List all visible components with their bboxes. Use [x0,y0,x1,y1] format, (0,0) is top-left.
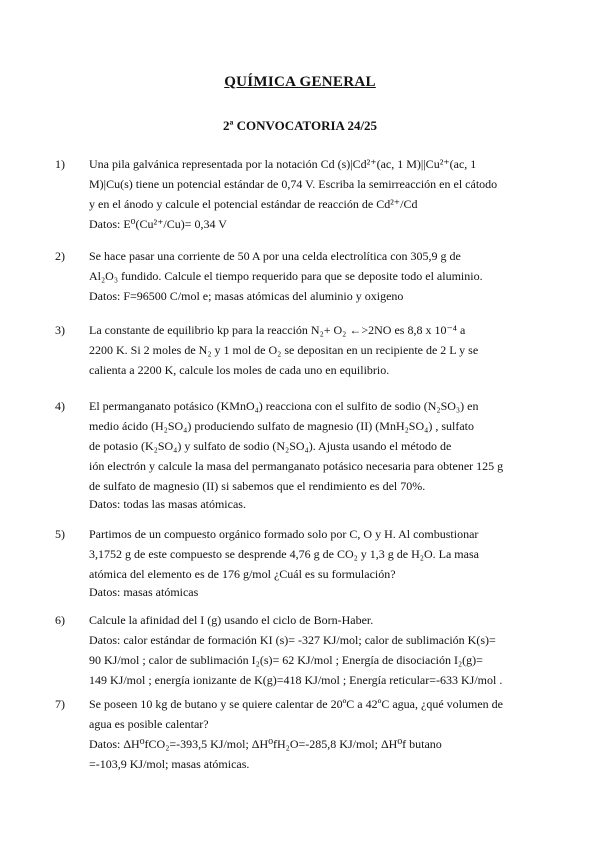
question-text: Calcule la afinidad del I (g) usando el ciclo de Born-Haber. [89,613,374,627]
question-number: 4) [55,399,65,413]
question-data: 90 KJ/mol ; calor de sublimación I₂(s)= 62 KJ/mol ; Energía de disociación I₂(g)= [89,653,483,667]
question-text: ión electrón y calcule la masa del permanganato potásico necesaria para obtener 125 g [89,459,504,473]
question-2 [55,246,523,306]
question-data: Datos: calor estándar de formación KI (s)= -327 KJ/mol; calor de sublimación K(s)= [89,633,496,647]
question-text: Se poseen 10 kg de butano y se quiere calentar de 20ºC a 42ºC agua, ¿qué volumen de [89,697,503,711]
question-number: 7) [55,697,65,711]
question-text: calienta a 2200 K, calcule los moles de cada uno en equilibrio. [89,363,390,377]
question-text: atómica del elemento es de 176 g/mol ¿Cuál es su formulación? [89,567,396,581]
question-1 [55,154,523,234]
question-text: M)|Cu(s) tiene un potencial estándar de 0,74 V. Escriba la semirreacción en el cátodo [89,177,498,191]
question-data: Datos: F=96500 C/mol e; masas atómicas del aluminio y oxigeno [89,289,404,303]
question-text: 2200 K. Si 2 moles de N₂ y 1 mol de O₂ se depositan en un recipiente de 2 L y se [89,343,479,357]
question-text: La constante de equilibrio kp para la reacción N₂+ O₂ ←>2NO es 8,8 x 10⁻⁴ a [89,323,466,337]
question-5 [55,524,523,600]
question-number: 6) [55,613,65,627]
question-data: Datos: ΔH⁰fCO₂=-393,5 KJ/mol; ΔH⁰fH₂O=-285,8 KJ/mol; ΔH⁰f butano [89,737,442,751]
question-data: Datos: E⁰(Cu²⁺/Cu)= 0,34 V [89,217,227,231]
question-text: Una pila galvánica representada por la notación Cd (s)|Cd²⁺(ac, 1 M)||Cu²⁺(ac, 1 [89,157,477,171]
question-text: agua es posible calentar? [89,717,209,731]
question-3 [55,320,523,380]
question-7 [55,694,523,774]
question-data: 149 KJ/mol ; energía ionizante de K(g)=418 KJ/mol ; Energía reticular=-633 KJ/mol . [89,673,503,687]
question-text: Partimos de un compuesto orgánico formado solo por C, O y H. Al combustionar [89,527,479,541]
question-text: medio ácido (H₂SO₄) produciendo sulfato de magnesio (II) (MnH₂SO₄) , sulfato [89,419,474,433]
question-4 [55,396,523,512]
question-number: 1) [55,157,65,171]
question-6 [55,610,523,690]
question-text: Al₂O₃ fundido. Calcule el tiempo requerido para que se deposite todo el aluminio. [89,269,483,283]
question-text: 3,1752 g de este compuesto se desprende 4,76 g de CO₂ y 1,3 g de H₂O. La masa [89,547,479,561]
page-title: QUÍMICA GENERAL [224,74,376,90]
question-data: Datos: todas las masas atómicas. [89,497,246,511]
question-number: 2) [55,249,65,263]
question-text: de potasio (K₂SO₄) y sulfato de sodio (N₂SO₄). Ajusta usando el método de [89,439,452,453]
question-text: Se hace pasar una corriente de 50 A por una celda electrolítica con 305,9 g de [89,249,461,263]
question-text: de sulfato de magnesio (II) si sabemos que el rendimiento es del 70%. [89,479,426,493]
question-data: =-103,9 KJ/mol; masas atómicas. [89,757,250,771]
question-text: y en el ánodo y calcule el potencial estándar de reacción de Cd²⁺/Cd [89,197,418,211]
question-data: Datos: masas atómicas [89,585,199,599]
question-number: 5) [55,527,65,541]
question-number: 3) [55,323,65,337]
page-subtitle: 2ª CONVOCATORIA 24/25 [222,118,378,133]
question-text: El permanganato potásico (KMnO₄) reacciona con el sulfito de sodio (N₂SO₃) en [89,399,479,413]
